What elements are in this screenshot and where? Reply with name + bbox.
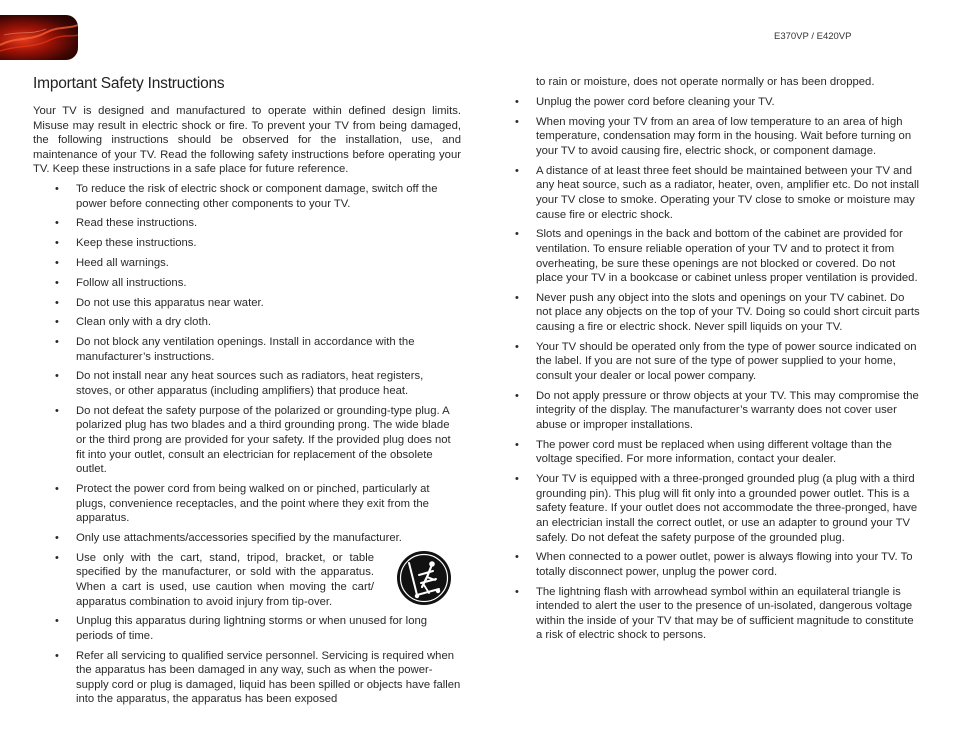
- list-item: • Do not defeat the safety purpose of the polarized or grounding-type plug. A polarized plug has two blades and a third grounding prong. The wide blade or the third prong are provided for your safety. If the provided plug does not fit into your outlet, consult an electrician for replacement of the obsolete outlet.: [55, 404, 451, 476]
- list-item: • When moving your TV from an area of low temperature to an area of high temperature, condensation may form in the housing. Wait before turning on your TV to avoid causing fire, electric shock, or component damage.: [515, 115, 912, 157]
- list-item: • Do not use this apparatus near water.: [55, 296, 264, 309]
- cart-warning-icon: [395, 549, 453, 607]
- list-item: • Keep these instructions.: [55, 237, 197, 250]
- list-item: • When connected to a power outlet, power is always flowing into your TV. To totally disconnect power, unplug the power cord.: [515, 551, 913, 578]
- list-item: • The lightning flash with arrowhead symbol within an equilateral triangle is intended to alert the user to the presence of un-isolated, dangerous voltage within the inside of your TV that may be of sufficient magnitude to constitute a risk of electric shock to persons.: [515, 585, 914, 642]
- list-item: • Unplug the power cord before cleaning your TV.: [515, 96, 775, 108]
- list-item: • Clean only with a dry cloth.: [55, 316, 212, 329]
- left-safety-list: [55, 182, 462, 712]
- list-item: • Your TV is equipped with a three-pronged grounded plug (a plug with a third grounding pin). This plug will fit only into a grounded power outlet. This is a safety feature. If your outlet does not accommodate the three-pronged, have an electrician install the correct outlet, or use an adapter to ground your TV safely. Do not defeat the safety purpose of the grounded plug.: [515, 473, 918, 544]
- list-item: • Your TV should be operated only from the type of power source indicated on the label. If you are not sure of the type of power supplied to your home, consult your dealer or local power company.: [515, 340, 917, 383]
- list-item-cart: • Use only with the cart, stand, tripod, bracket, or table specified by the manufacturer, or sold with the apparatus. When a cart is used, use caution when moving the cart/ apparatus combination to avoid injury from tip-over.: [55, 551, 374, 608]
- intro-paragraph: Your TV is designed and manufactured to operate within defined design limits. Misuse may result in electric shock or fire. To prevent your TV from being damaged, the following instructions should be observed for the installation, use, and maintenance of your TV. Read the following safety instructions before operating your TV. Keep these instructions in a safe place for future reference.: [33, 105, 461, 175]
- right-safety-list: [515, 95, 922, 648]
- list-item: • A distance of at least three feet should be maintained between your TV and any heat source, such as a radiator, heater, oven, amplifier etc. Do not install your TV close to smoke. Operating your TV close to smoke or moisture may cause fire or electric shock.: [515, 164, 920, 221]
- list-item: • Never push any object into the slots and openings on your TV cabinet. Do not place any objects on the top of your TV. Doing so could short circuit parts causing a fire or electric shock. Never spill liquids on your TV.: [515, 291, 920, 334]
- model-number: E370VP / E420VP: [774, 31, 852, 42]
- list-item: • Do not install near any heat sources such as radiators, heat registers, stoves, or other apparatus (including amplifiers) that produce heat.: [55, 370, 424, 398]
- list-item: • Do not block any ventilation openings. Install in accordance with the manufacturer’s instructions.: [55, 336, 415, 363]
- list-item: • To reduce the risk of electric shock or component damage, switch off the power before connecting other components to your TV.: [55, 183, 438, 210]
- list-item: • Unplug this apparatus during lightning storms or when unused for long periods of time.: [55, 615, 428, 642]
- list-item: • Follow all instructions.: [55, 276, 187, 289]
- list-item: • Do not apply pressure or throw objects at your TV. This may compromise the integrity of the display. The manufacturer’s warranty does not cover user abuse or improper installations.: [515, 389, 919, 431]
- list-item: • Refer all servicing to qualified service personnel. Servicing is required when the apparatus has been damaged in any way, such as when the power-supply cord or plug is damaged, liquid has been spilled or objects have fallen into the apparatus, the apparatus has been exposed: [55, 649, 461, 706]
- list-item: • Read these instructions.: [55, 217, 198, 230]
- page-title: Important Safety Instructions: [33, 75, 225, 92]
- list-item: • The power cord must be replaced when using different voltage than the voltage specified. For more information, contact your dealer.: [515, 438, 892, 466]
- list-item: • Slots and openings in the back and bottom of the cabinet are provided for ventilation. To ensure reliable operation of your TV and to protect it from overheating, be sure these openings are not blocked or covered. Do not place your TV in a bookcase or cabinet unless proper ventilation is provided.: [515, 228, 918, 285]
- list-item: • Only use attachments/accessories specified by the manufacturer.: [55, 531, 402, 544]
- list-item: • Heed all warnings.: [55, 256, 169, 269]
- logo-swoosh-icon: [0, 15, 78, 60]
- brand-logo-tab: [0, 15, 78, 60]
- list-item: • Protect the power cord from being walked on or pinched, particularly at plugs, convenience receptacles, and the point where they exit from the apparatus.: [55, 482, 430, 525]
- right-continuation-text: to rain or moisture, does not operate normally or has been dropped.: [536, 76, 875, 88]
